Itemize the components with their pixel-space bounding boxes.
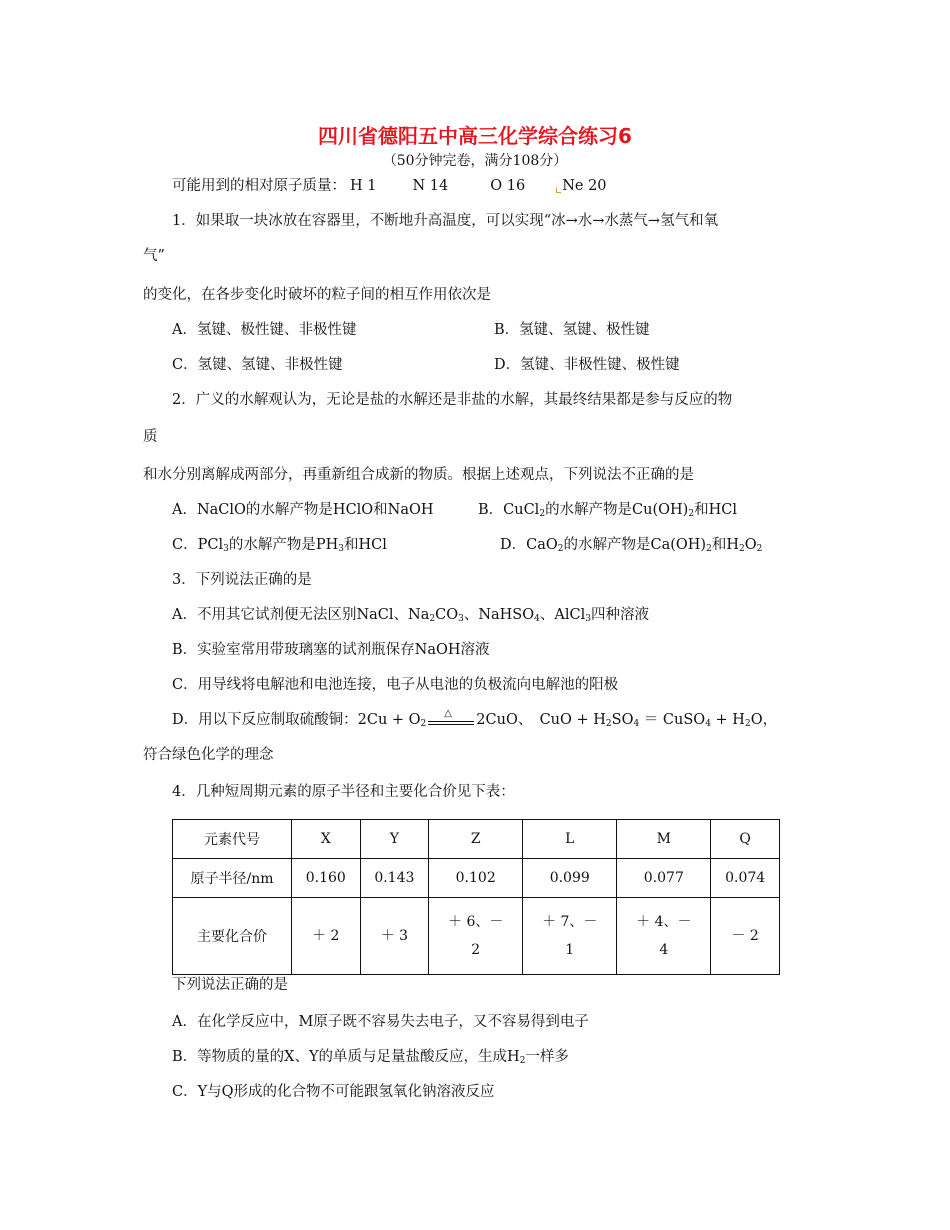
q4-option-a: A．在化学反应中，M原子既不容易失去电子，又不容易得到电子 [172,1014,589,1030]
q4-after-table: 下列说法正确的是 [172,977,288,993]
q2-option-a: A．NaClO的水解产物是HClO和NaOH [172,502,434,518]
q3-stem: 3．下列说法正确的是 [172,572,312,588]
q2-option-b: B．CuCl$_2$的水解产物是$Cu(OH)_2$和HCl [478,502,737,519]
q3-option-a: A．不用其它试剂便无法区别NaCl、$Na_2CO_3$、NaHSO$_4$、AlCl$_3$四种溶液 [172,607,649,624]
mass-ne: Ne 20 [562,178,607,194]
mass-h: H 1 [350,178,377,194]
q4-stem: 4．几种短周期元素的原子半径和主要化合价见下表： [172,784,515,800]
edit-mark-icon [556,188,561,193]
q2-stem-line2: 质 [143,429,158,445]
q1-stem-line1: 1．如果取一块冰放在容器里，不断地升高温度，可以实现“冰→水→水蒸气→氢气和氧 [172,213,719,229]
q4-option-c: C．Y与Q形成的化合物不可能跟氢氧化钠溶液反应 [172,1084,495,1100]
element-table [172,819,780,975]
q1-stem-line2: 气” [143,248,165,264]
q1-option-b: B．氢键、氢键、极性键 [494,322,650,338]
document-title: 四川省德阳五中高三化学综合练习6 [318,124,632,148]
q1-stem-line3: 的变化，在各步变化时破坏的粒子间的相互作用依次是 [143,287,491,303]
q3-option-d: D．用以下反应制取硫酸铜：$2Cu + O_2$ △ 2CuO、 CuO + $H_2SO_4$ ＝ CuSO$_4$ + $H_2O$， [172,708,778,729]
q2-stem-line3: 和水分别离解成两部分，再重新组合成新的物质。根据上述观点，下列说法不正确的是 [143,467,694,483]
q3-option-c: C．用导线将电解池和电池连接，电子从电池的负极流向电解池的阳极 [172,677,619,693]
q1-option-d: D．氢键、非极性键、极性键 [494,357,680,373]
document-subtitle: （50分钟完卷，满分108分） [382,153,568,169]
q3-option-b: B．实验室常用带玻璃塞的试剂瓶保存NaOH溶液 [172,642,490,658]
table-row-header: 元素代号 X Y Z L M Q [173,820,780,859]
mass-n: N 14 [412,178,449,194]
q3-option-d-line2: 符合绿色化学的理念 [143,747,274,763]
atomic-mass-label: 可能用到的相对原子质量： [172,178,346,194]
atomic-mass-line [172,176,607,196]
table-row-valence: 主要化合价 ＋ 2 ＋ 3 ＋ 6、－ 2 ＋ 7、－ 1 ＋ 4、－ 4 － 2 [173,898,780,975]
heat-equals-sign: △ [428,713,474,727]
q2-option-c: C．PCl$_3$的水解产物是$PH_3$和HCl [172,537,387,554]
mass-o: O 16 [490,178,526,194]
table-row-radius: 原子半径/nm 0.160 0.143 0.102 0.099 0.077 0.074 [173,859,780,898]
q2-stem-line1: 2．广义的水解观认为，无论是盐的水解还是非盐的水解，其最终结果都是参与反应的物 [172,392,733,408]
q1-option-c: C．氢键、氢键、非极性键 [172,357,343,373]
q4-option-b: B．等物质的量的X、Y的单质与足量盐酸反应，生成$H_2$一样多 [172,1049,569,1066]
q2-option-d: D．CaO$_2$的水解产物是$Ca(OH)_2$和$H_2O_2$ [500,537,763,554]
q1-option-a: A．氢键、极性键、非极性键 [172,322,357,338]
